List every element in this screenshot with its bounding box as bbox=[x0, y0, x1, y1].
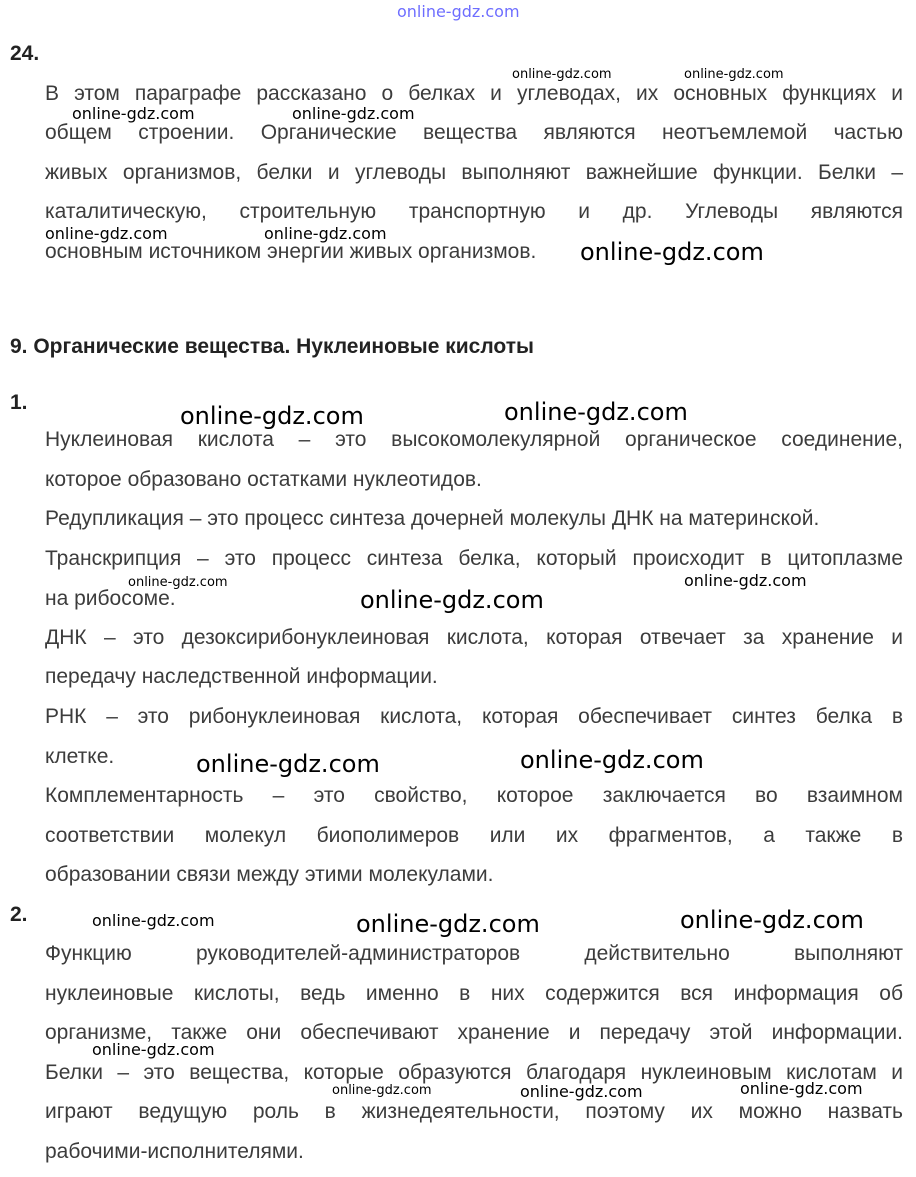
watermark: online-gdz.com bbox=[180, 402, 364, 430]
watermark: online-gdz.com bbox=[332, 1083, 432, 1098]
watermark: online-gdz.com bbox=[504, 398, 688, 426]
watermark: online-gdz.com bbox=[264, 224, 387, 243]
section-24-line: В этом параграфе рассказано о белках и углеводах, их основных функциях и bbox=[45, 82, 903, 105]
question-1-line: соответствии молекул биополимеров или их фрагментов, а также в bbox=[45, 824, 903, 847]
question-1-line: Комплементарность – это свойство, которое заключается во взаимном bbox=[45, 784, 903, 807]
watermark: online-gdz.com bbox=[196, 750, 380, 778]
watermark: online-gdz.com bbox=[92, 1040, 215, 1059]
question-2-line: нуклеиновые кислоты, ведь именно в них содержится вся информация об bbox=[45, 982, 903, 1005]
watermark: online-gdz.com bbox=[520, 746, 704, 774]
question-2-line: организме, также они обеспечивают хранение и передачу этой информации. bbox=[45, 1021, 903, 1044]
question-1-line: передачу наследственной информации. bbox=[45, 665, 438, 688]
watermark: online-gdz.com bbox=[92, 911, 215, 930]
section-24-line: каталитическую, строительную транспортную и др. Углеводы являются bbox=[45, 200, 903, 223]
question-1-line: образовании связи между этими молекулами. bbox=[45, 863, 494, 886]
watermark: online-gdz.com bbox=[740, 1079, 863, 1098]
watermark: online-gdz.com bbox=[45, 224, 168, 243]
watermark: online-gdz.com bbox=[520, 1082, 643, 1101]
question-1-line: Транскрипция – это процесс синтеза белка, который происходит в цитоплазме bbox=[45, 547, 903, 570]
question-2-line: Белки – это вещества, которые образуются благодаря нуклеиновым кислотам и bbox=[45, 1061, 903, 1084]
watermark: online-gdz.com bbox=[360, 586, 544, 614]
question-2-number: 2. bbox=[10, 903, 28, 926]
chapter-heading: 9. Органические вещества. Нуклеиновые кислоты bbox=[10, 335, 534, 358]
section-24-line: общем строении. Органические вещества являются неотъемлемой частью bbox=[45, 121, 903, 144]
question-1-line: клетке. bbox=[45, 745, 115, 768]
watermark: online-gdz.com bbox=[512, 67, 612, 82]
question-1-line: ДНК – это дезоксирибонуклеиновая кислота, которая отвечает за хранение и bbox=[45, 626, 903, 649]
question-1-line: Нуклеиновая кислота – это высокомолекулярной органическое соединение, bbox=[45, 428, 903, 451]
question-1-line: РНК – это рибонуклеиновая кислота, которая обеспечивает синтез белка в bbox=[45, 705, 903, 728]
question-2-line: Функцию руководителей-администраторов действительно выполняют bbox=[45, 942, 903, 965]
section-24-number: 24. bbox=[10, 42, 40, 65]
watermark: online-gdz.com bbox=[72, 104, 195, 123]
question-1-line: на рибосоме. bbox=[45, 587, 176, 610]
watermark: online-gdz.com bbox=[580, 238, 764, 266]
question-2-line: рабочими-исполнителями. bbox=[45, 1140, 304, 1163]
question-1-number: 1. bbox=[10, 391, 28, 414]
watermark: online-gdz.com bbox=[684, 571, 807, 590]
question-1-line: которое образовано остатками нуклеотидов. bbox=[45, 468, 482, 491]
question-2-line: играют ведущую роль в жизнедеятельности, поэтому их можно назвать bbox=[45, 1100, 903, 1123]
watermark: online-gdz.com bbox=[684, 67, 784, 82]
watermark: online-gdz.com bbox=[128, 575, 228, 590]
watermark: online-gdz.com bbox=[680, 906, 864, 934]
section-24-line: основным источником энергии живых организмов. bbox=[45, 240, 537, 263]
question-1-line: Редупликация – это процесс синтеза дочерней молекулы ДНК на материнской. bbox=[45, 507, 820, 530]
watermark: online-gdz.com bbox=[292, 104, 415, 123]
top-watermark: online-gdz.com bbox=[397, 2, 520, 21]
section-24-line: живых организмов, белки и углеводы выполняют важнейшие функции. Белки – bbox=[45, 161, 903, 184]
watermark: online-gdz.com bbox=[356, 910, 540, 938]
